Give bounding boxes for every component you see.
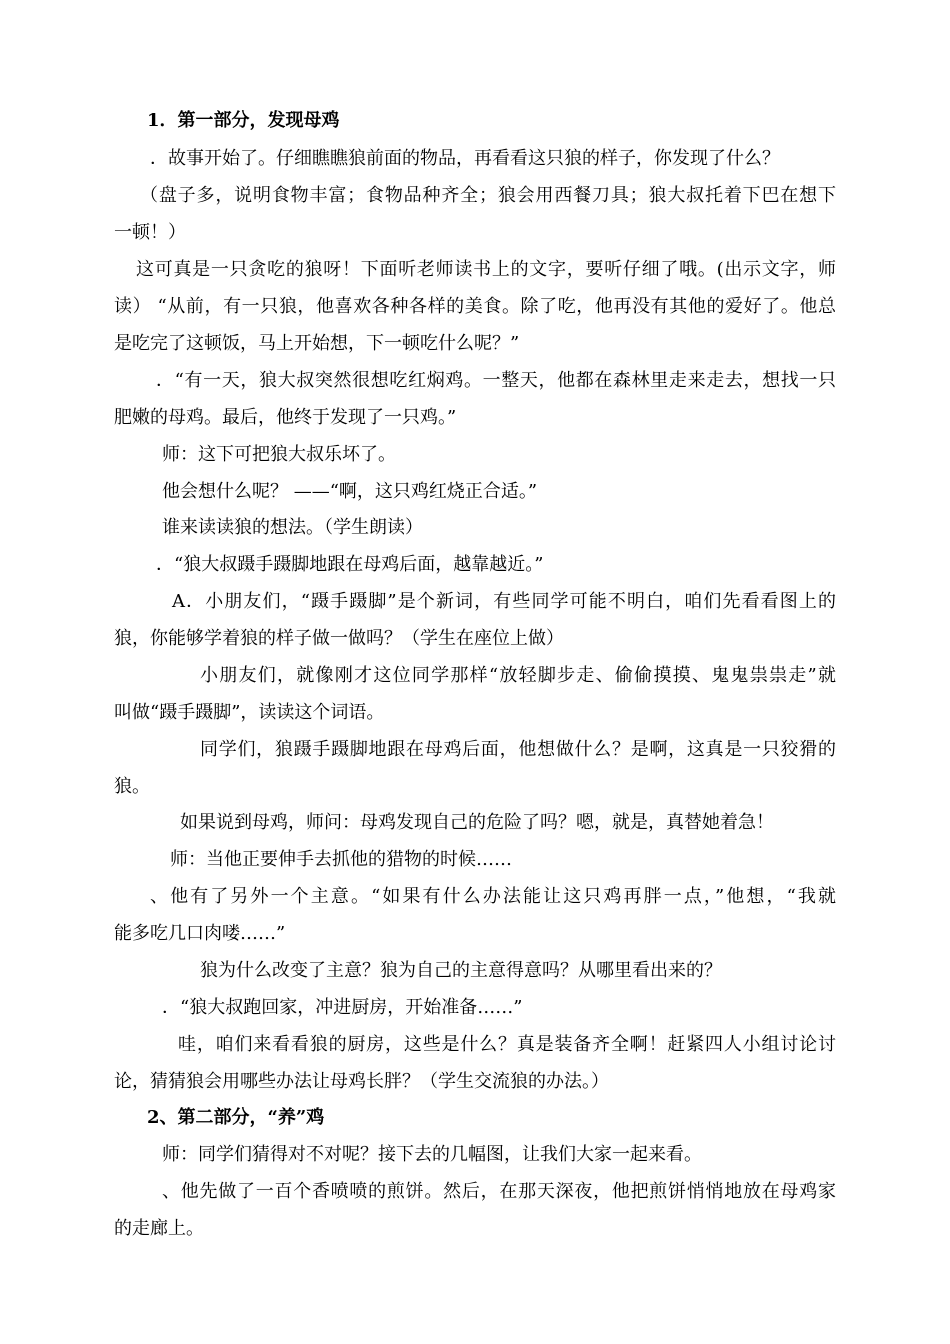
paragraph-line: ．故事开始了。仔细瞧瞧狼前面的物品，再看看这只狼的样子，你发现了什么？ xyxy=(150,148,780,169)
paragraph-line: ．“有一天，狼大叔突然很想吃红焖鸡。一整天，他都在森林里走来走去，想找一只 xyxy=(156,370,836,391)
paragraph-line: 狼。 xyxy=(114,776,150,797)
paragraph-line: 、他有了另外一个主意。“如果有什么办法能让这只鸡再胖一点，”他想，“我就 xyxy=(150,886,836,907)
paragraph-line: 的走廊上。 xyxy=(114,1218,204,1239)
paragraph-line: 论，猜猜狼会用哪些办法让母鸡长胖？（学生交流狼的办法。） xyxy=(114,1071,609,1092)
paragraph-line: 谁来读读狼的想法。（学生朗读） xyxy=(162,517,423,538)
section-heading-1: 1．第一部分，发现母鸡 xyxy=(147,110,340,131)
paragraph-line: 同学们，狼蹑手蹑脚地跟在母鸡后面，他想做什么？是啊，这真是一只狡猾的 xyxy=(200,739,836,760)
paragraph-line: 师：当他正要伸手去抓他的猎物的时候…… xyxy=(170,849,512,870)
paragraph-line: 狼为什么改变了主意？狼为自己的主意得意吗？从哪里看出来的？ xyxy=(200,960,722,981)
paragraph-line: 叫做“蹑手蹑脚”，读读这个词语。 xyxy=(114,702,385,723)
paragraph-line: 读） “从前，有一只狼，他喜欢各种各样的美食。除了吃，他再没有其他的爱好了。他总 xyxy=(114,296,836,317)
paragraph-line: （盘子多，说明食物丰富；食物品种齐全；狼会用西餐刀具；狼大叔托着下巴在想下 xyxy=(140,185,836,206)
paragraph-line: 他会想什么呢？ ——“啊，这只鸡红烧正合适。” xyxy=(162,481,538,502)
paragraph-line: 一顿！） xyxy=(114,222,186,243)
paragraph-line: 能多吃几口肉喽……” xyxy=(114,923,286,944)
paragraph-line: 哇，咱们来看看狼的厨房，这些是什么？真是装备齐全啊！赶紧四人小组讨论讨 xyxy=(178,1034,836,1055)
paragraph-line: 师：同学们猜得对不对呢？接下去的几幅图，让我们大家一起来看。 xyxy=(162,1144,702,1165)
paragraph-line: 是吃完了这顿饭，马上开始想，下一顿吃什么呢？” xyxy=(114,333,520,354)
paragraph-line: 如果说到母鸡，师问：母鸡发现自己的危险了吗？嗯，就是，真替她着急！ xyxy=(180,812,774,833)
paragraph-line: 师：这下可把狼大叔乐坏了。 xyxy=(162,444,396,465)
section-heading-2: 2、第二部分，“养”鸡 xyxy=(147,1107,325,1128)
paragraph-line: 小朋友们，就像刚才这位同学那样“放轻脚步走、偷偷摸摸、鬼鬼祟祟走”就 xyxy=(200,665,836,686)
paragraph-line: 狼，你能够学着狼的样子做一做吗？（学生在座位上做） xyxy=(114,628,564,649)
paragraph-line: A．小朋友们，“蹑手蹑脚”是个新词，有些同学可能不明白，咱们先看看图上的 xyxy=(172,591,836,612)
paragraph-line: 、他先做了一百个香喷喷的煎饼。然后，在那天深夜，他把煎饼悄悄地放在母鸡家 xyxy=(162,1181,836,1202)
paragraph-line: ．“狼大叔跑回家，冲进厨房，开始准备……” xyxy=(162,997,523,1018)
paragraph-line: 这可真是一只贪吃的狼呀！下面听老师读书上的文字，要听仔细了哦。(出示文字，师 xyxy=(136,259,836,280)
paragraph-line: 肥嫩的母鸡。最后，他终于发现了一只鸡。” xyxy=(114,407,457,428)
paragraph-line: ．“狼大叔蹑手蹑脚地跟在母鸡后面，越靠越近。” xyxy=(156,554,544,575)
